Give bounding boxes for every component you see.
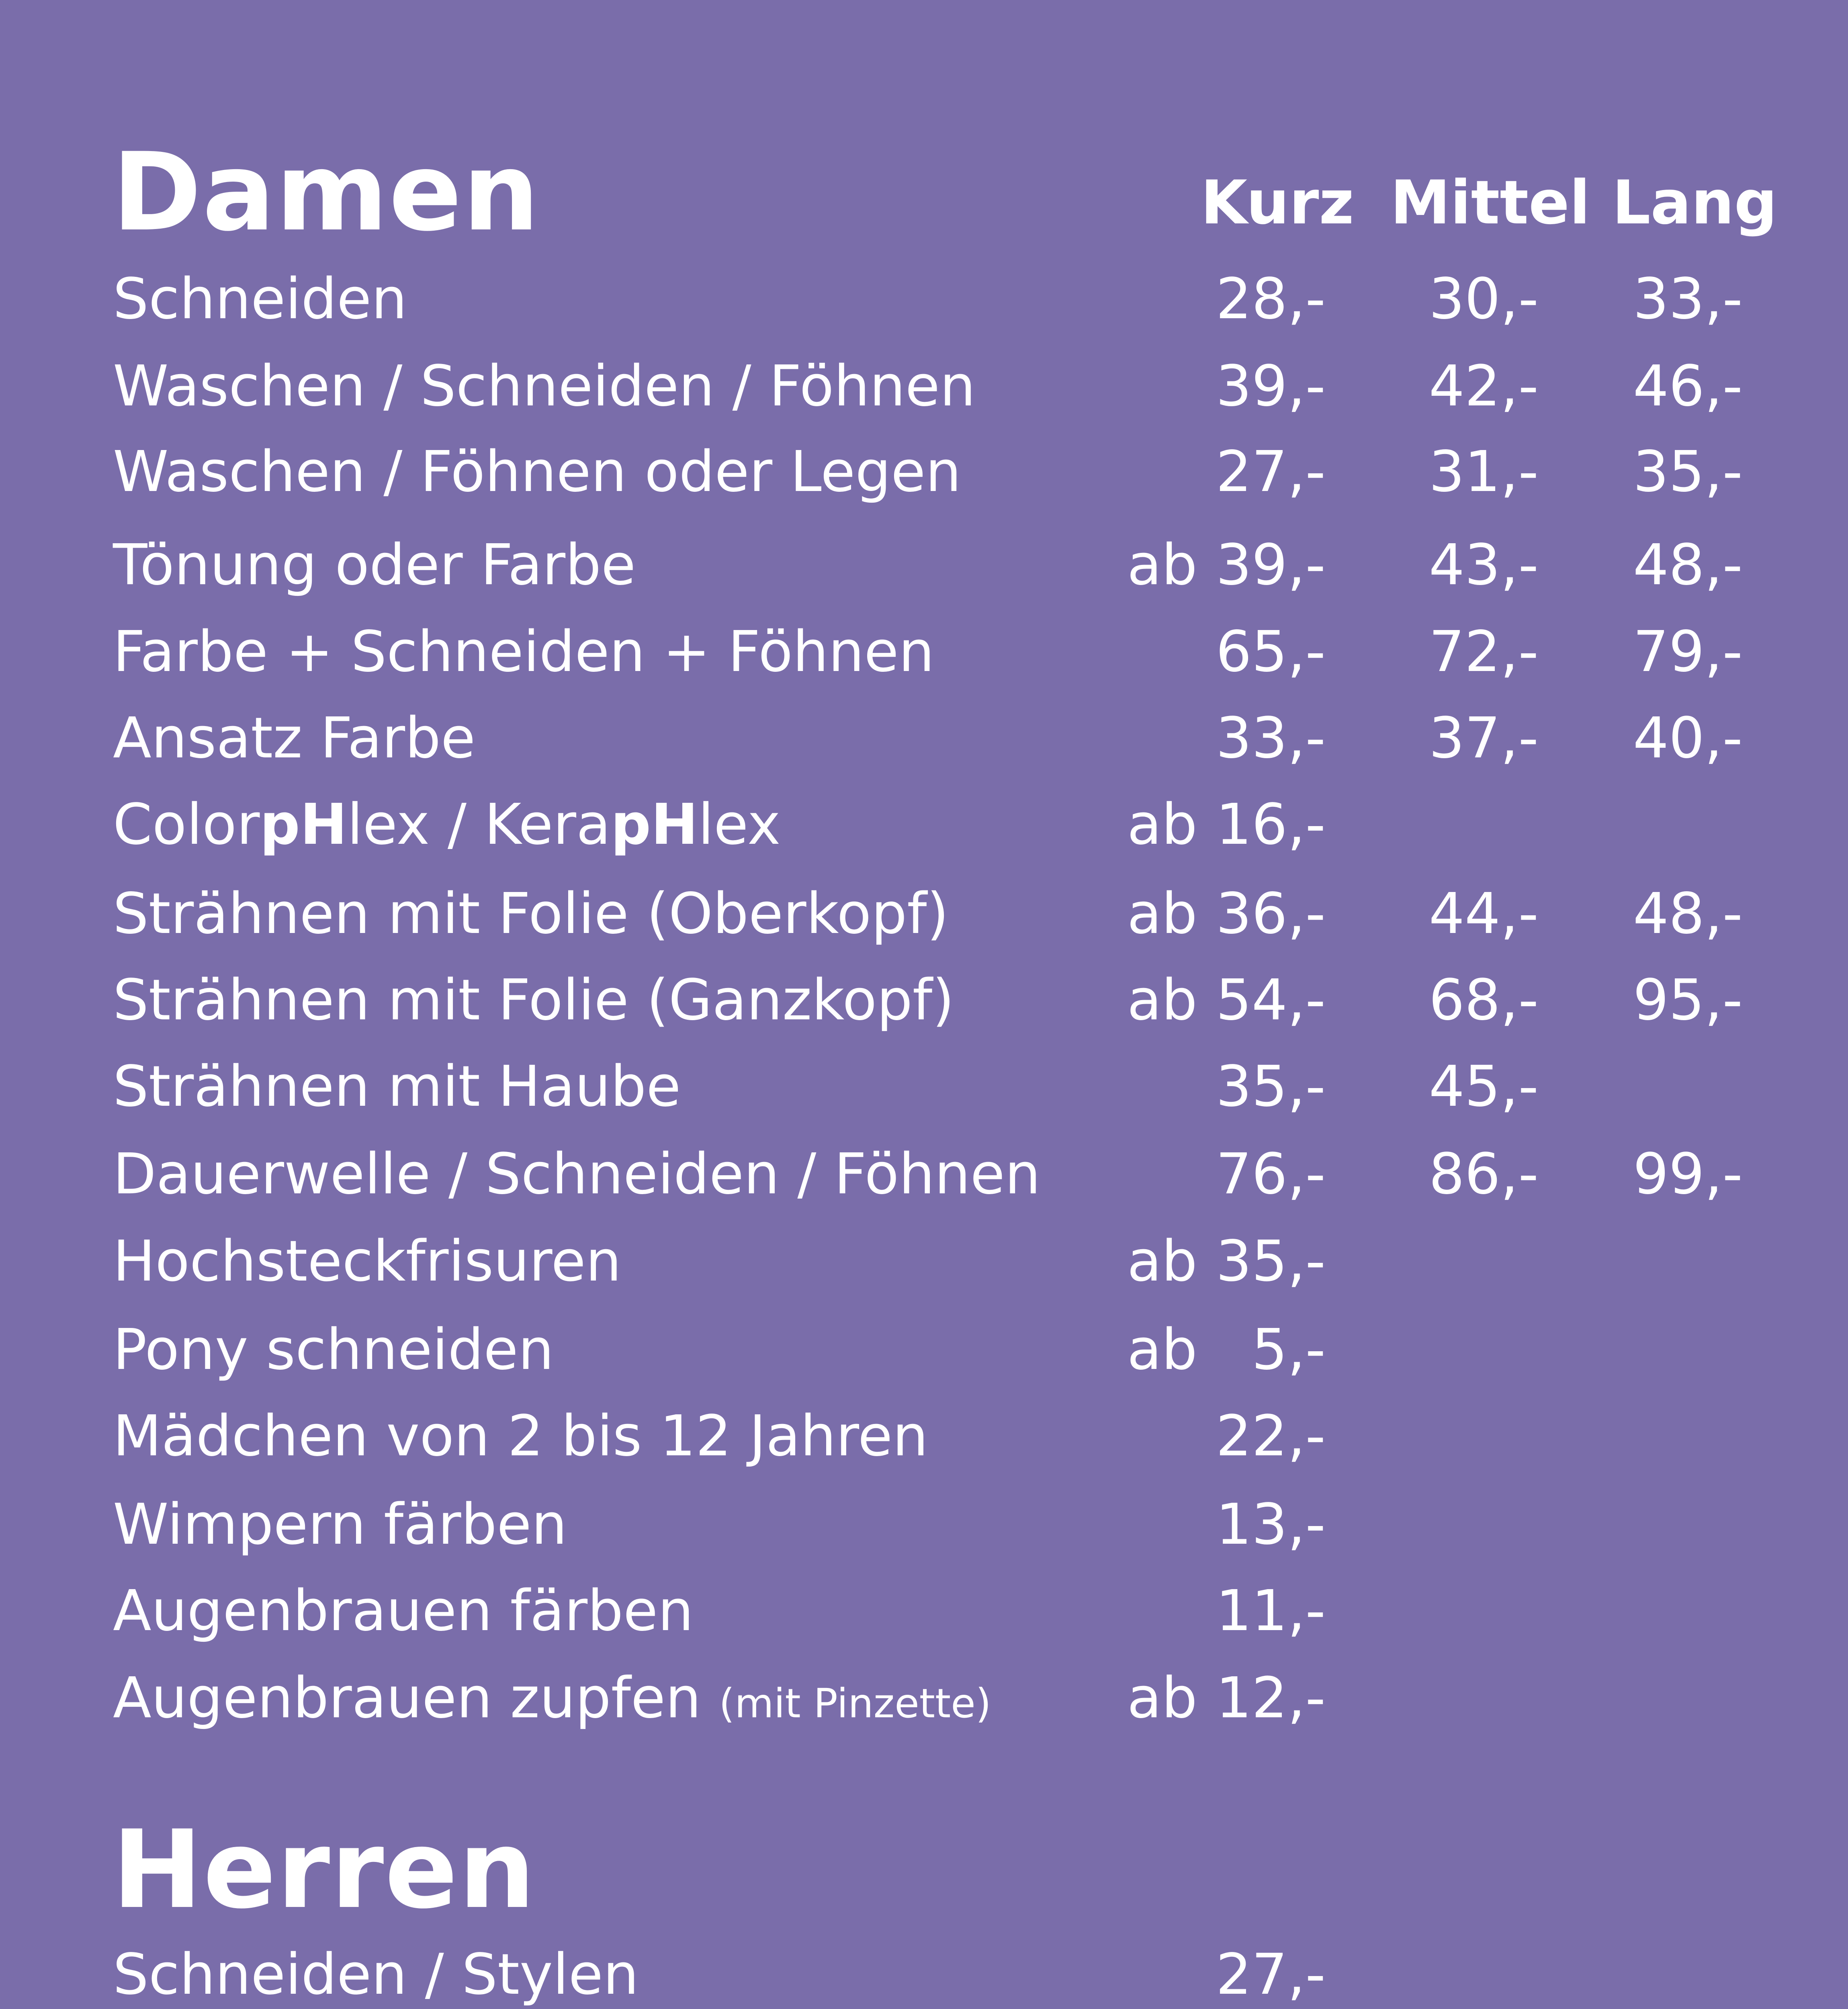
price-mittel: 72,- — [1428, 619, 1539, 685]
price-mittel: 86,- — [1428, 1142, 1539, 1207]
service-label: Tönung oder Farbe — [113, 532, 636, 598]
damen-row-augenbrauen-faerben — [0, 1577, 1848, 1645]
label-main: Augenbrauen zupfen — [113, 1665, 701, 1731]
price-prefix: ab — [1127, 1229, 1197, 1294]
price-kurz: 36,- — [1216, 881, 1326, 947]
price-kurz: 33,- — [1216, 706, 1326, 771]
label-part: lex — [698, 792, 781, 857]
damen-row-ansatz-farbe — [0, 704, 1848, 773]
label-part: lex / Kera — [347, 792, 611, 857]
column-header-kurz: Kurz — [1201, 168, 1354, 238]
service-label: Schneiden / Stylen — [113, 1942, 639, 2007]
price-kurz: 76,- — [1216, 1142, 1326, 1207]
price-mittel: 45,- — [1428, 1054, 1539, 1119]
herren-row-schneiden-stylen — [0, 1941, 1848, 2009]
price-kurz: 28,- — [1216, 266, 1326, 332]
price-kurz: 35,- — [1216, 1229, 1326, 1294]
damen-row-augenbrauen-zupfen — [0, 1664, 1848, 1733]
price-kurz: 65,- — [1216, 619, 1326, 685]
damen-row-pony-schneiden — [0, 1316, 1848, 1384]
price-lang: 48,- — [1633, 532, 1743, 598]
price-kurz: 39,- — [1216, 354, 1326, 419]
price-kurz: 22,- — [1216, 1403, 1326, 1469]
price-mittel: 68,- — [1428, 968, 1539, 1033]
price-kurz: 27,- — [1216, 439, 1326, 505]
price-mittel: 43,- — [1428, 532, 1539, 598]
price-kurz: 5,- — [1251, 1317, 1326, 1383]
price-kurz: 35,- — [1216, 1054, 1326, 1119]
damen-row-hochsteckfrisuren — [0, 1227, 1848, 1296]
price-lang: 46,- — [1633, 354, 1743, 419]
price-mittel: 31,- — [1428, 439, 1539, 505]
label-note: (mit Pinzette) — [719, 1680, 991, 1727]
service-label: Wimpern färben — [113, 1492, 567, 1557]
service-label: Waschen / Schneiden / Föhnen — [113, 354, 976, 419]
price-lang: 40,- — [1633, 706, 1743, 771]
price-kurz: 13,- — [1216, 1492, 1326, 1557]
service-label: Strähnen mit Folie (Oberkopf) — [113, 881, 949, 947]
price-prefix: ab — [1127, 532, 1197, 598]
price-lang: 48,- — [1633, 881, 1743, 947]
price-prefix: ab — [1127, 1665, 1197, 1731]
price-prefix: ab — [1127, 881, 1197, 947]
price-prefix: ab — [1127, 968, 1197, 1033]
service-label: Waschen / Föhnen oder Legen — [113, 439, 962, 505]
price-kurz: 16,- — [1216, 792, 1326, 857]
service-label — [113, 791, 781, 859]
service-label: Augenbrauen färben — [113, 1578, 694, 1644]
damen-row-straehnen-haube — [0, 1053, 1848, 1121]
damen-row-maedchen — [0, 1402, 1848, 1471]
price-lang: 33,- — [1633, 266, 1743, 332]
service-label: Dauerwelle / Schneiden / Föhnen — [113, 1142, 1041, 1207]
price-kurz: 39,- — [1216, 532, 1326, 598]
service-label: Hochsteckfrisuren — [113, 1229, 622, 1294]
price-lang: 35,- — [1633, 439, 1743, 505]
price-mittel: 30,- — [1428, 266, 1539, 332]
damen-row-farbe-schneiden-foehnen — [0, 618, 1848, 686]
price-lang: 99,- — [1633, 1142, 1743, 1207]
price-lang: 79,- — [1633, 619, 1743, 685]
service-label: Strähnen mit Haube — [113, 1054, 681, 1119]
price-kurz: 54,- — [1216, 968, 1326, 1033]
service-label: Schneiden — [113, 266, 407, 332]
service-label: Pony schneiden — [113, 1317, 554, 1383]
price-kurz: 12,- — [1216, 1665, 1326, 1731]
damen-row-schneiden — [0, 265, 1848, 333]
damen-row-dauerwelle — [0, 1140, 1848, 1209]
label-part-bold: pH — [260, 792, 347, 857]
damen-row-waschen-schneiden-foehnen — [0, 352, 1848, 421]
damen-row-toenung-farbe — [0, 531, 1848, 599]
label-part-bold: pH — [610, 792, 698, 857]
damen-row-straehnen-folie-ganzkopf — [0, 966, 1848, 1035]
herren-heading: Herren — [112, 1807, 536, 1933]
price-kurz: 11,- — [1216, 1578, 1326, 1644]
price-mittel: 44,- — [1428, 881, 1539, 947]
service-label: Ansatz Farbe — [113, 706, 476, 771]
price-prefix: ab — [1127, 792, 1197, 857]
price-mittel: 37,- — [1428, 706, 1539, 771]
damen-row-straehnen-folie-oberkopf — [0, 880, 1848, 948]
damen-row-waschen-foehnen-legen — [0, 438, 1848, 506]
damen-heading: Damen — [112, 130, 540, 255]
price-lang: 95,- — [1633, 968, 1743, 1033]
column-header-lang: Lang — [1612, 168, 1777, 238]
damen-row-colorphlex-keraphlex — [0, 791, 1848, 859]
column-header-mittel: Mittel — [1390, 168, 1590, 238]
service-label: Strähnen mit Folie (Ganzkopf) — [113, 968, 954, 1033]
price-kurz: 27,- — [1216, 1942, 1326, 2007]
service-label — [113, 1664, 991, 1738]
service-label: Mädchen von 2 bis 12 Jahren — [113, 1403, 928, 1469]
price-mittel: 42,- — [1428, 354, 1539, 419]
damen-row-wimpern-faerben — [0, 1491, 1848, 1559]
label-part: Color — [113, 792, 260, 857]
service-label: Farbe + Schneiden + Föhnen — [113, 619, 935, 685]
price-prefix: ab — [1127, 1317, 1197, 1383]
